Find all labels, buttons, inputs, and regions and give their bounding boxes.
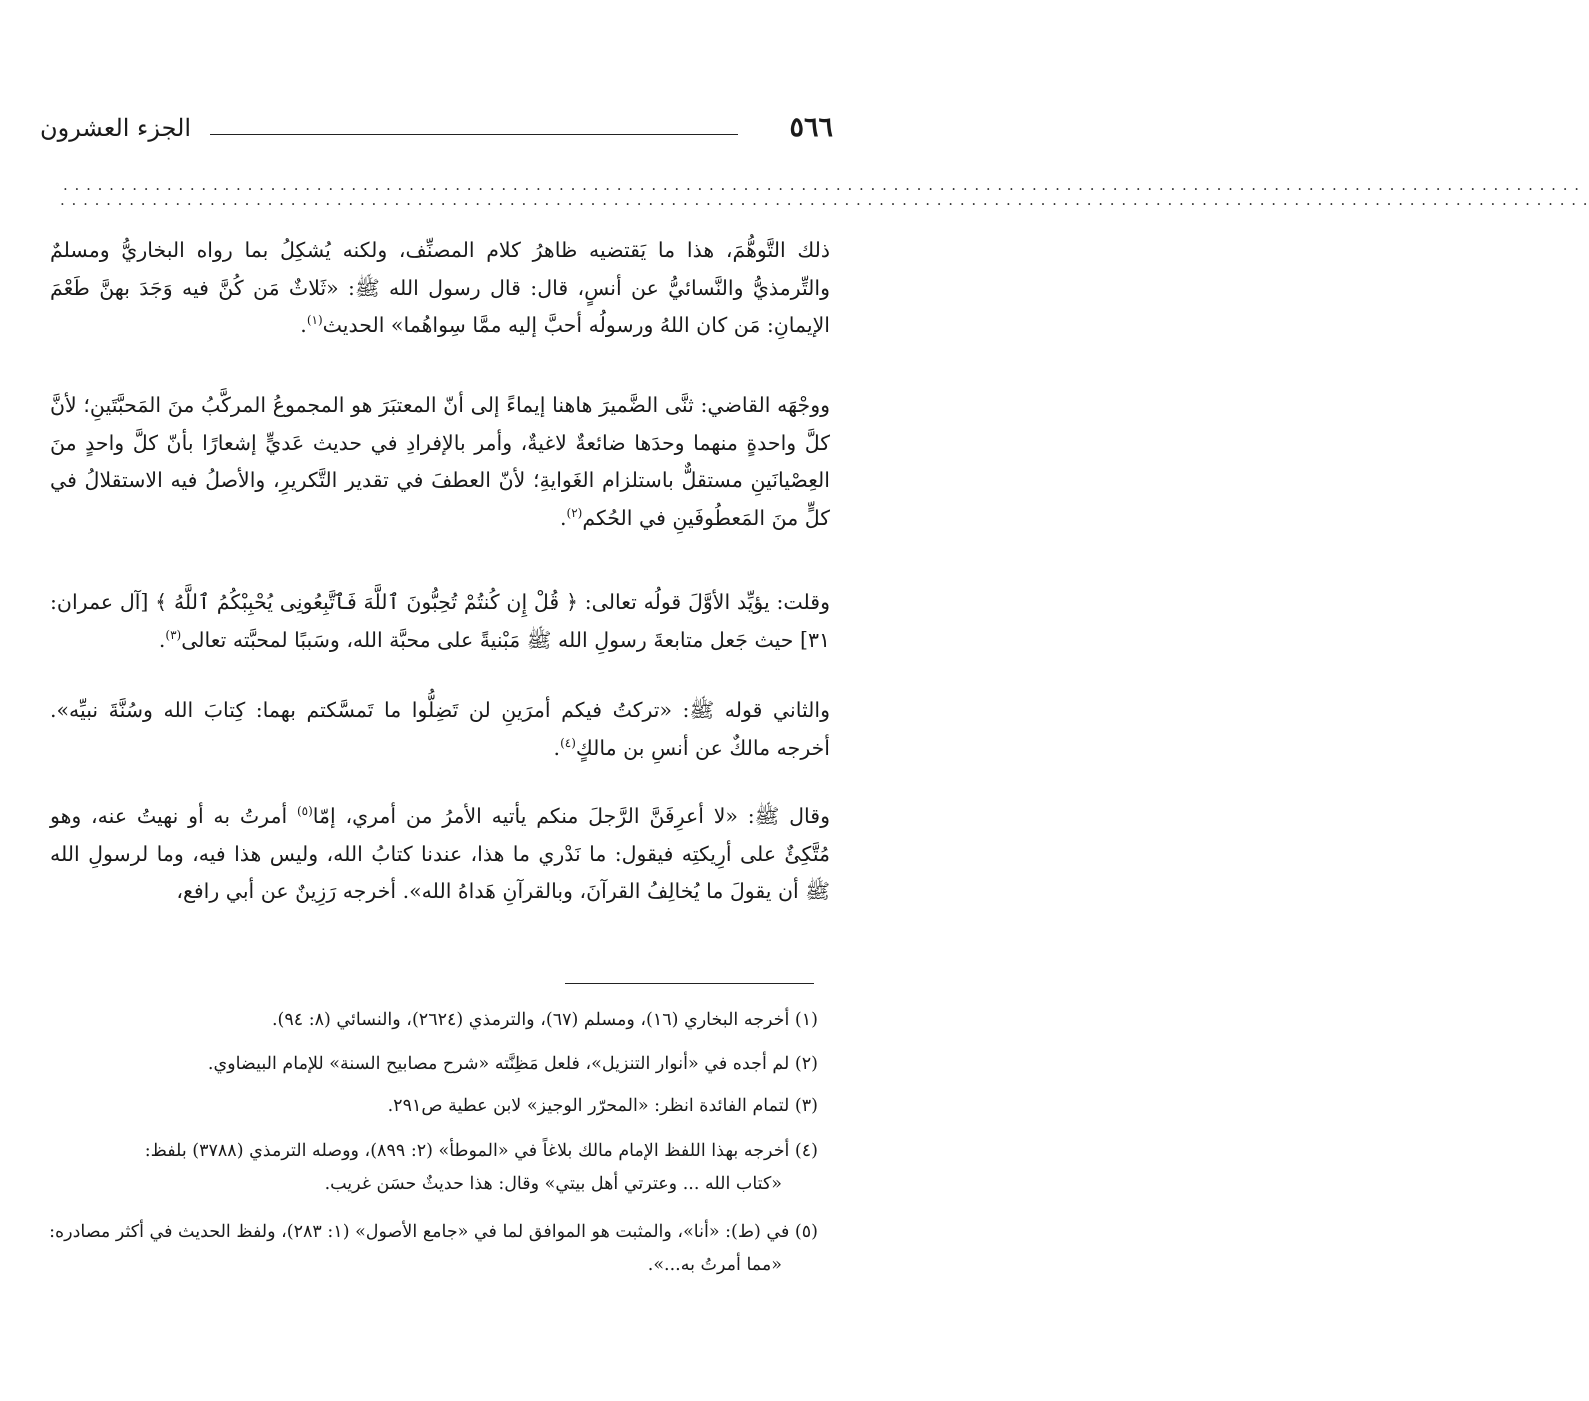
footnote-4 [48, 1135, 818, 1201]
footnote-5-line-2: «مما أمرتُ به...». [647, 1255, 782, 1275]
paragraph-4-end: . [553, 735, 561, 760]
paragraph-4 [50, 692, 830, 767]
paragraph-2 [50, 387, 830, 537]
paragraph-5 [50, 798, 830, 911]
paragraph-3 [50, 584, 830, 659]
footnote-5-line-1: (٥) في (ط): «أنا»، والمثبت هو الموافق لما في «جامع الأصول» (١: ٢٨٣)، ولفظ الحديث في أكثر مصادره: [49, 1222, 818, 1242]
part-title: الجزء العشرون [40, 114, 192, 142]
paragraph-2-text: ووجْهَه القاضي: ثنَّى الضَّميرَ هاهنا إيماءً إلى أنّ المعتبَرَ هو المجموعُ المركَّبُ منَ المَحبَّتَينِ؛ لأنَّ كلَّ واحدةٍ منهما وحدَها ضائعةٌ لاغيةٌ، وأمر بالإفرادِ في حديث عَديٍّ إشعارًا بأنّ كلَّ واحدٍ منَ العِصْيانَينِ مستقلٌّ باستلزام الغَوايةِ؛ لأنّ العطفَ في تقدير التَّكريرِ، والأصلُ فيه الاستقلالُ في كلٍّ منَ المَعطُوفَينِ في الحُكم [50, 393, 830, 530]
running-header [40, 112, 833, 158]
footnote-4-line-1: (٤) أخرجه بهذا اللفظ الإمام مالك بلاغاً في «الموطأ» (٢: ٨٩٩)، ووصله الترمذي (٣٧٨٨) بلفظ: [144, 1141, 818, 1161]
footnote-ref-2: (٢) [566, 505, 583, 520]
paragraph-1-text: ذلك التَّوهُّمَ، هذا ما يَقتضيه ظاهرُ كلام المصنِّف، ولكنه يُشكِلُ بما رواه البخاريُّ ومسلمٌ والتِّرمذيُّ والنَّسائيُّ عن أنسٍ، قال: قال رسول الله ﷺ: «ثَلاثٌ مَن كُنَّ فيه وَجَدَ بهنَّ طَعْمَ الإيمانِ: مَن كان اللهُ ورسولُه أحبَّ إليه ممَّا سِواهُما» الحديث [50, 238, 830, 337]
page-number: ٥٦٦ [789, 112, 833, 143]
paragraph-3-text: وقلت: يؤيِّد الأوَّلَ قولُه تعالى: ﴿ قُلْ إِن كُنتُمْ تُحِبُّونَ ٱللَّهَ فَٱتَّبِعُونِى يُحْبِبْكُمُ ٱللَّهُ ﴾ [آل عمران: ٣١] حيث جَعل متابعةَ رسولِ الله ﷺ مَبْنيةً على محبَّة الله، وسَببًا لمحبَّته تعالى [50, 590, 830, 652]
footnote-ref-5: (٥) [296, 804, 313, 819]
footnote-2: (٢) لم أجده في «أنوار التنزيل»، فلعل مَظِنَّته «شرح مصابيح السنة» للإمام البيضاوي. [207, 1054, 818, 1074]
paragraph-4-text: والثاني قوله ﷺ: «تركتُ فيكم أمرَينِ لن تَضِلُّوا ما تَمسَّكتم بهما: كِتابَ الله وسُنَّةَ نبيِّه». أخرجه مالكٌ عن أنسِ بن مالكٍ [50, 698, 830, 760]
footnote-5 [48, 1216, 818, 1282]
paragraph-2-end: . [559, 505, 567, 530]
footnote-ref-4: (٤) [560, 735, 576, 750]
paragraph-1 [50, 232, 830, 345]
dotted-divider-bottom: . . . . . . . . . . . . . . . . . . . . . . . . . . . . . . . . . . . . . . . . . . . . . . . . . . . . . . . . . . . . . . . . . . . . . . . . . . . . . . . . . . . . . . . . . . . . . . . . . . . . . . . . . . . . . . . . . . . . . . . . . . . . . . . . . . . . . [60, 191, 1589, 209]
footnote-separator [565, 983, 814, 984]
paragraph-5-text-b: أمرتُ به أو نهيتُ عنه، وهو مُتَّكِئٌ على أرِيكتِه فيقول: ما نَدْري ما هذا، عندنا كتابُ الله، وليس هذا فيه، وما لرسولِ الله ﷺ أن يقولَ ما يُخالِفُ القرآنَ، وبالقرآنِ هَداهُ الله». أخرجه رَزِينٌ عن أبي رافع، [50, 804, 830, 903]
paragraph-5-text-a: وقال ﷺ: «لا أعرِفَنَّ الرَّجلَ منكم يأتيه الأمرُ من أمري، إمّا [312, 804, 830, 828]
paragraph-3-end: . [158, 627, 166, 652]
footnote-3: (٣) لتمام الفائدة انظر: «المحرّر الوجيز» لابن عطية ص٢٩١. [387, 1096, 818, 1116]
dotted-divider-top: . . . . . . . . . . . . . . . . . . . . . . . . . . . . . . . . . . . . . . . . . . . . . . . . . . . . . . . . . . . . . . . . . . . . . . . . . . . . . . . . . . . . . . . . . . . . . . . . . . . . . . . . . . . . . . . . . . . . . . . . . . . . . . . . . . . . [63, 176, 1581, 194]
footnote-1: (١) أخرجه البخاري (١٦)، ومسلم (٦٧)، والترمذي (٢٦٢٤)، والنسائي (٨: ٩٤). [271, 1010, 818, 1030]
footnote-ref-3: (٣) [165, 627, 182, 642]
header-rule [210, 134, 738, 135]
footnote-ref-1: (١) [306, 313, 323, 328]
paragraph-1-end: . [300, 313, 307, 337]
footnote-4-line-2: «كتاب الله ... وعترتي أهل بيتي» وقال: هذا حديثٌ حسَن غريب. [324, 1174, 782, 1194]
